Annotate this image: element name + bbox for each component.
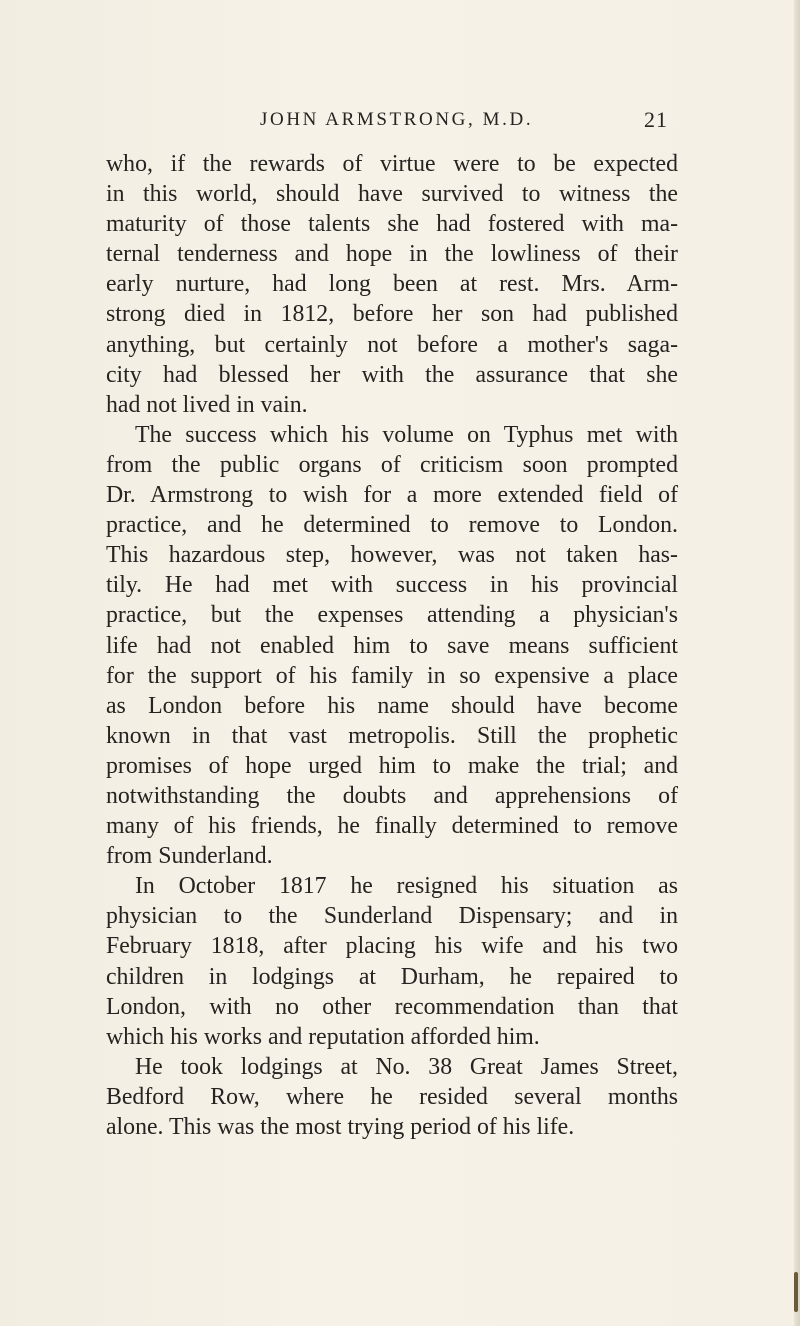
text-line: tily. He had met with success in his provincial xyxy=(106,572,678,599)
text-line: anything, but certainly not before a mother's saga- xyxy=(106,331,678,358)
text-line: had not lived in vain. xyxy=(106,391,308,418)
page-edge xyxy=(794,0,800,1326)
body-text xyxy=(106,149,678,1142)
text-line: known in that vast metropolis. Still the prophetic xyxy=(106,722,678,749)
text-line: from Sunderland. xyxy=(106,843,273,870)
text-line: many of his friends, he finally determined to remove xyxy=(106,813,678,840)
text-line: This hazardous step, however, was not taken has- xyxy=(106,542,678,569)
text-line: promises of hope urged him to make the trial; and xyxy=(106,752,678,779)
text-line: who, if the rewards of virtue were to be expected xyxy=(106,151,678,177)
page-number: 21 xyxy=(644,107,668,132)
text-line: London, with no other recommendation than that xyxy=(106,993,678,1020)
text-line: strong died in 1812, before her son had published xyxy=(106,301,678,328)
page-header xyxy=(0,103,800,137)
text-line: Bedford Row, where he resided several months xyxy=(106,1083,678,1110)
text-line: He took lodgings at No. 38 Great James Street, xyxy=(135,1053,678,1080)
text-line: early nurture, had long been at rest. Mrs. Arm- xyxy=(106,271,678,298)
text-line: which his works and reputation afforded him. xyxy=(106,1023,540,1050)
text-line: practice, but the expenses attending a physician's xyxy=(106,602,678,629)
text-line: alone. This was the most trying period of his life. xyxy=(106,1114,575,1140)
text-line: The success which his volume on Typhus met with xyxy=(135,421,678,448)
text-line: from the public organs of criticism soon prompted xyxy=(106,451,678,478)
text-line: Dr. Armstrong to wish for a more extended field of xyxy=(106,482,678,509)
page-edge-mark xyxy=(794,1272,798,1312)
text-line: maturity of those talents she had fostered with ma- xyxy=(106,211,678,238)
text-line: in this world, should have survived to witness the xyxy=(106,181,678,208)
text-line: In October 1817 he resigned his situation as xyxy=(135,873,678,900)
running-head: JOHN ARMSTRONG, M.D. xyxy=(260,109,534,130)
text-line: life had not enabled him to save means sufficient xyxy=(106,632,678,659)
text-line: February 1818, after placing his wife and his two xyxy=(106,933,678,960)
text-line: as London before his name should have become xyxy=(106,692,678,719)
text-line: notwithstanding the doubts and apprehensions of xyxy=(106,782,678,809)
text-line: city had blessed her with the assurance that she xyxy=(106,361,678,388)
text-line: children in lodgings at Durham, he repaired to xyxy=(106,963,678,990)
text-line: physician to the Sunderland Dispensary; and in xyxy=(106,903,678,930)
text-line: ternal tenderness and hope in the lowliness of their xyxy=(106,241,678,268)
text-line: for the support of his family in so expensive a place xyxy=(106,662,678,689)
text-line: practice, and he determined to remove to London. xyxy=(106,512,678,539)
